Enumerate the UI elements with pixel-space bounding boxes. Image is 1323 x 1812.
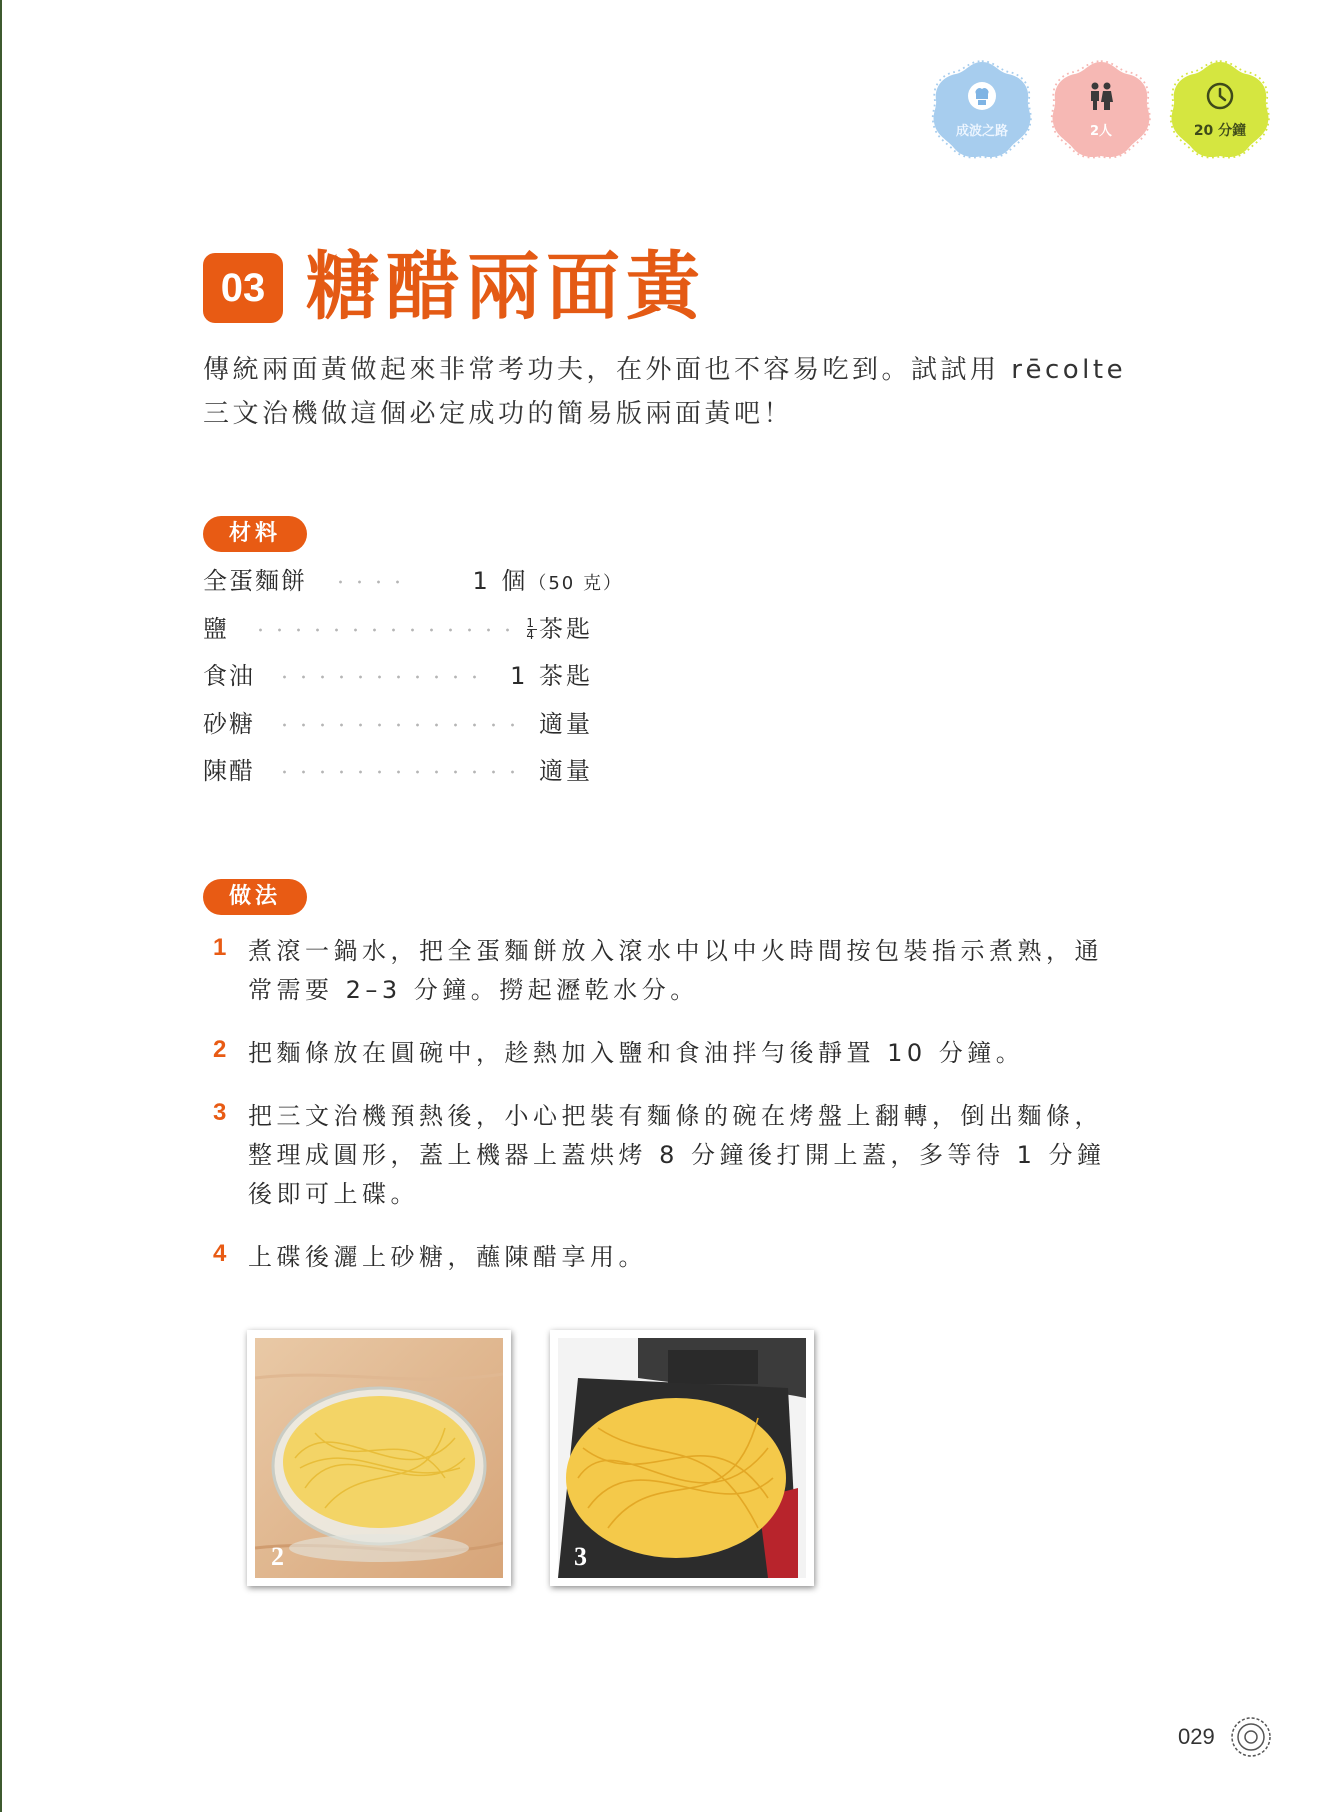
photo-step-label: 3 — [574, 1542, 587, 1571]
step-number: 1 — [213, 934, 227, 961]
ingredient-amount: 適量 — [539, 709, 593, 738]
people-icon — [1085, 80, 1117, 112]
clock-icon — [1204, 80, 1236, 112]
step-number: 3 — [213, 1099, 227, 1126]
method-heading: 做法 — [203, 879, 307, 915]
ingredient-note: （50 克） — [528, 573, 623, 594]
ingredient-row — [203, 756, 623, 804]
recipe-number: 03 — [203, 253, 283, 323]
leader-dots — [275, 723, 515, 727]
ingredients-list — [203, 566, 623, 804]
ingredient-row — [203, 566, 623, 614]
ingredient-name: 砂糖 — [203, 709, 255, 738]
ingredient-row — [203, 709, 623, 757]
difficulty-badge — [930, 58, 1034, 162]
difficulty-label: 成波之路 — [955, 124, 1008, 139]
ingredient-amount: 1 個（50 克） — [472, 567, 623, 595]
leader-dots — [331, 580, 411, 584]
ingredient-name: 鹽 — [203, 614, 229, 643]
step-text: 煮滾一鍋水，把全蛋麵餅放入滾水中以中火時間按包裝指示煮熟，通常需要 2–3 分鐘。撈起瀝乾水分。 — [248, 937, 1103, 1004]
photo-step-label: 2 — [271, 1542, 284, 1571]
ingredient-amount: 適量 — [539, 757, 593, 785]
ingredient-name: 陳醋 — [203, 757, 255, 785]
method-step — [213, 1097, 1113, 1214]
time-label: 20 分鐘 — [1193, 123, 1247, 139]
ingredient-row — [203, 614, 623, 662]
ingredient-amount: $\frac{1}{4}$茶匙 — [526, 614, 593, 643]
step-number: 4 — [213, 1240, 227, 1267]
step-photo-sandwich-maker — [550, 1330, 814, 1586]
chef-hat-icon — [966, 80, 998, 112]
step-text: 把麵條放在圓碗中，趁熱加入鹽和食油拌勻後靜置 10 分鐘。 — [248, 1039, 1025, 1067]
method-step — [213, 1238, 1113, 1277]
leader-dots — [251, 628, 511, 632]
ingredient-name: 食油 — [203, 662, 255, 690]
servings-badge — [1049, 58, 1153, 162]
noodles-maker-image — [558, 1338, 806, 1578]
method-steps — [213, 932, 1113, 1301]
fraction: $\frac{1}{4}$ — [526, 616, 537, 642]
leader-dots — [275, 675, 485, 679]
page-spine-edge — [0, 0, 2, 1812]
step-number: 2 — [213, 1036, 227, 1063]
step-text: 上碟後灑上砂糖，蘸陳醋享用。 — [248, 1243, 647, 1271]
method-step — [213, 1034, 1113, 1073]
ingredient-row — [203, 661, 623, 709]
ingredients-heading: 材料 — [203, 516, 307, 552]
ingredient-name: 全蛋麵餅 — [203, 567, 307, 595]
step-text: 把三文治機預熱後，小心把裝有麵條的碗在烤盤上翻轉，倒出麵條，整理成圓形，蓋上機器上蓋烘烤 8 分鐘後打開上蓋，多等待 1 分鐘後即可上碟。 — [248, 1102, 1106, 1208]
servings-label: 2人 — [1089, 124, 1113, 139]
method-step — [213, 932, 1113, 1010]
ingredient-amount: 1 茶匙 — [510, 662, 593, 690]
time-badge — [1168, 58, 1272, 162]
step-photo-bowl — [247, 1330, 511, 1586]
leader-dots — [275, 770, 515, 774]
page-ornament-icon — [1230, 1716, 1272, 1758]
noodles-bowl-image — [255, 1338, 503, 1578]
page-number: 029 — [1178, 1724, 1215, 1749]
recipe-intro: 傳統兩面黃做起來非常考功夫，在外面也不容易吃到。試試用 rēcolte 三文治機做這個必定成功的簡易版兩面黃吧！ — [203, 355, 1127, 429]
recipe-title: 糖醋兩面黃 — [306, 244, 706, 330]
